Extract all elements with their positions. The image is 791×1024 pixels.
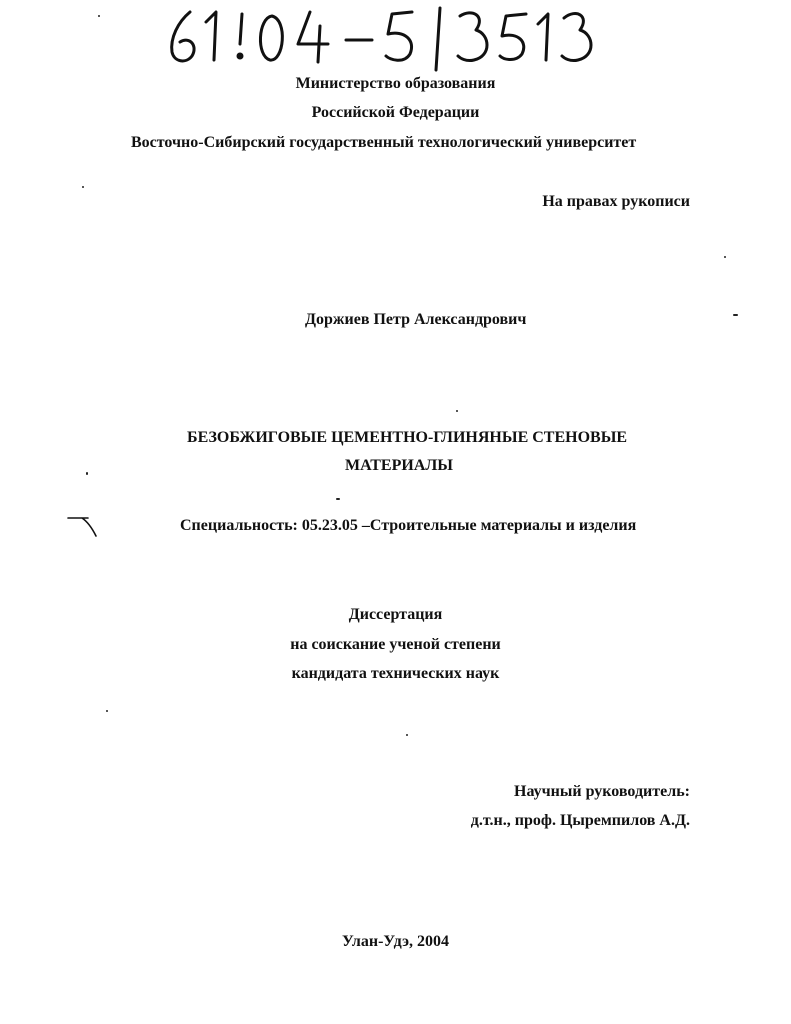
- scan-speck: [336, 498, 340, 500]
- title-line-2: МАТЕРИАЛЫ: [345, 457, 453, 474]
- scan-mark: [66, 512, 102, 540]
- specialty: Специальность: 05.23.05 –Строительные материалы и изделия: [180, 517, 637, 534]
- handwritten-code-text: 61!04-5|3513: [160, 0, 166, 1]
- header-ministry: Министерство образования: [295, 75, 496, 92]
- scan-speck: [106, 710, 108, 712]
- header-university: Восточно-Сибирский государственный технологический университет: [131, 134, 637, 151]
- supervisor-name: д.т.н., проф. Цыремпилов А.Д.: [470, 812, 690, 829]
- handwritten-archive-code: [160, 0, 620, 72]
- scan-speck: [406, 734, 408, 736]
- header-federation: Российской Федерации: [311, 104, 480, 121]
- degree-line: на соискание ученой степени: [290, 636, 501, 653]
- scan-speck: [733, 314, 738, 316]
- degree-type: кандидата технических наук: [291, 665, 500, 682]
- dissertation-label: Диссертация: [348, 606, 443, 623]
- city-year: Улан-Удэ, 2004: [341, 933, 450, 950]
- scan-speck: [86, 472, 88, 475]
- title-line-1: БЕЗОБЖИГОВЫЕ ЦЕМЕНТНО-ГЛИНЯНЫЕ СТЕНОВЫЕ: [187, 429, 628, 446]
- author-name: Доржиев Петр Александрович: [305, 311, 527, 328]
- scan-speck: [456, 410, 458, 412]
- rights-note: На правах рукописи: [542, 193, 690, 210]
- scan-speck: [724, 256, 726, 258]
- scan-speck: [98, 15, 100, 17]
- scan-speck: [82, 186, 84, 188]
- supervisor-label: Научный руководитель:: [514, 783, 690, 800]
